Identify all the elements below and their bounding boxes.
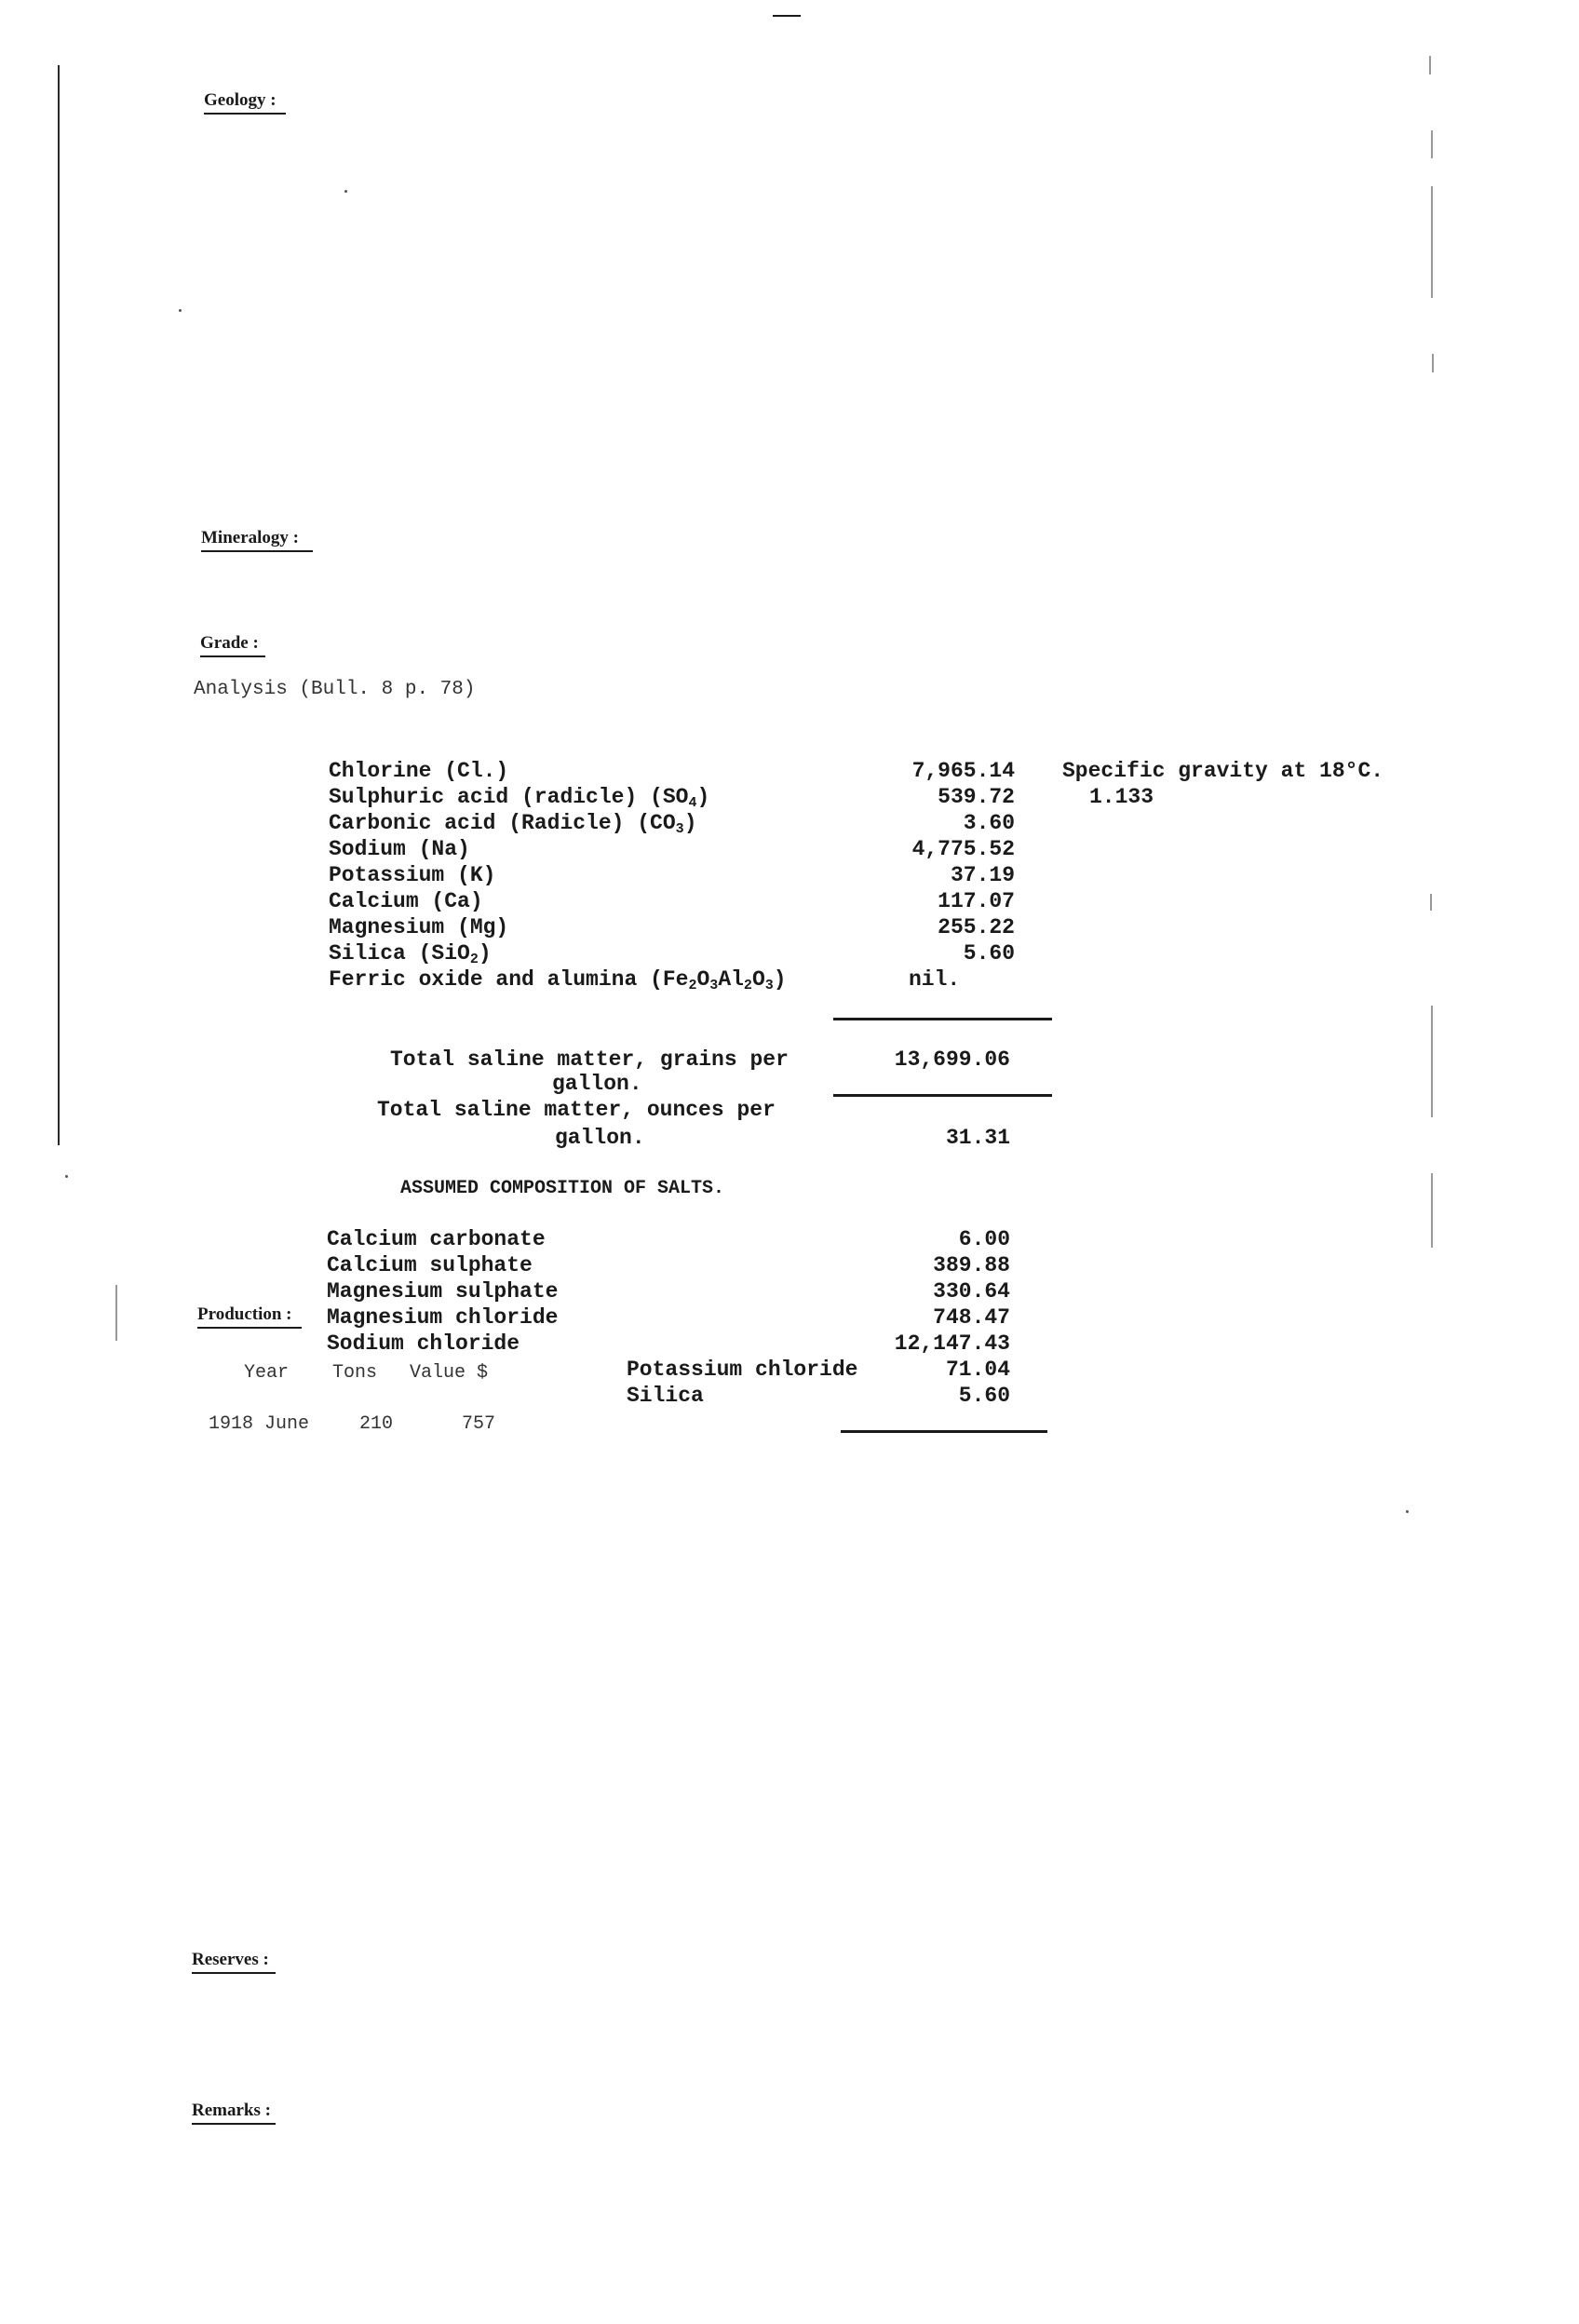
salts-title: ASSUMED COMPOSITION OF SALTS. — [400, 1178, 725, 1199]
analysis-value: 7,965.14 — [911, 759, 1015, 783]
total-grains-label: Total saline matter, grains per — [390, 1047, 789, 1072]
total-grains-value: 13,699.06 — [894, 1047, 1010, 1072]
production-tons: 210 — [359, 1413, 394, 1435]
analysis-value: nil. — [909, 967, 961, 992]
analysis-label: Chlorine (Cl.) — [329, 759, 509, 783]
production-year: 1918 June — [209, 1413, 310, 1435]
mineralogy-underline — [201, 550, 313, 552]
totals-rule-top — [833, 1018, 1052, 1020]
production-heading: Production : — [197, 1304, 292, 1324]
scan-speck — [1432, 354, 1434, 372]
salt-label: Calcium sulphate — [327, 1253, 533, 1277]
analysis-label: Sodium (Na) — [329, 837, 470, 861]
total-ounces-label-cont: gallon. — [555, 1126, 645, 1150]
salt-value: 5.60 — [958, 1384, 1010, 1408]
analysis-value: 255.22 — [938, 915, 1015, 939]
salt-value: 6.00 — [958, 1227, 1010, 1251]
salt-value: 748.47 — [933, 1305, 1010, 1330]
salt-label: Magnesium chloride — [327, 1305, 559, 1330]
analysis-label: Silica (SiO$_2$) — [329, 941, 492, 967]
analysis-title: Analysis (Bull. 8 p. 78) — [194, 679, 476, 700]
remarks-underline — [192, 2123, 276, 2125]
production-underline — [197, 1327, 302, 1329]
analysis-label: Magnesium (Mg) — [329, 915, 509, 939]
reserves-heading: Reserves : — [192, 1950, 269, 1969]
analysis-value: 3.60 — [963, 811, 1015, 835]
salts-rule-bottom — [841, 1430, 1047, 1433]
analysis-label: Ferric oxide and alumina $(Fe_2O_3Al_2O_3)$ — [329, 967, 787, 993]
remarks-heading: Remarks : — [192, 2101, 271, 2120]
total-grains-label-cont: gallon. — [552, 1072, 642, 1096]
analysis-label: Potassium (K) — [329, 863, 496, 887]
analysis-value: 539.72 — [938, 785, 1015, 809]
production-header-year: Year — [244, 1362, 290, 1384]
geology-underline — [204, 113, 286, 115]
salt-label: Silica — [627, 1384, 704, 1408]
scan-dot — [1406, 1510, 1409, 1513]
analysis-label: Sulphuric acid (radicle) $(SO_4)$ — [329, 785, 710, 811]
scan-speck — [1429, 56, 1431, 74]
scan-speck — [1431, 186, 1433, 298]
scan-dot — [65, 1175, 68, 1178]
grade-heading: Grade : — [200, 633, 259, 653]
scan-speck — [1430, 894, 1432, 911]
mineralogy-heading: Mineralogy : — [201, 528, 300, 547]
analysis-label: Calcium (Ca) — [329, 889, 483, 913]
left-margin-line — [58, 65, 60, 1145]
salt-label: Magnesium sulphate — [327, 1279, 559, 1304]
analysis-value: 4,775.52 — [911, 837, 1015, 861]
scan-speck — [115, 1285, 117, 1341]
salt-value: 330.64 — [933, 1279, 1010, 1304]
specific-gravity-label: Specific gravity at 18°C. — [1062, 759, 1384, 783]
salt-label: Calcium carbonate — [327, 1227, 546, 1251]
production-value: 757 — [462, 1413, 496, 1435]
analysis-label: Carbonic acid (Radicle) $(CO_3)$ — [329, 811, 697, 837]
salt-label: Sodium chloride — [327, 1331, 520, 1356]
scan-speck — [1431, 1006, 1433, 1117]
specific-gravity-value: 1.133 — [1089, 785, 1154, 809]
production-header-value: Value $ — [410, 1362, 489, 1384]
salt-value: 389.88 — [933, 1253, 1010, 1277]
geology-heading: Geology : — [204, 90, 277, 110]
total-ounces-label: Total saline matter, ounces per — [377, 1098, 776, 1122]
salt-value: 71.04 — [945, 1358, 1010, 1382]
analysis-value: 5.60 — [963, 941, 1015, 966]
production-header-tons: Tons — [332, 1362, 378, 1384]
top-mark — [773, 15, 801, 17]
scan-speck — [1431, 130, 1433, 158]
total-ounces-value: 31.31 — [945, 1126, 1010, 1150]
scan-speck — [1431, 1173, 1433, 1248]
analysis-value: 117.07 — [938, 889, 1015, 913]
analysis-value: 37.19 — [950, 863, 1015, 887]
grade-underline — [200, 655, 265, 657]
scan-dot — [179, 309, 182, 312]
salt-value: 12,147.43 — [894, 1331, 1010, 1356]
scan-dot — [344, 190, 347, 193]
reserves-underline — [192, 1972, 276, 1974]
totals-rule-middle — [833, 1094, 1052, 1097]
salt-label: Potassium chloride — [627, 1358, 858, 1382]
